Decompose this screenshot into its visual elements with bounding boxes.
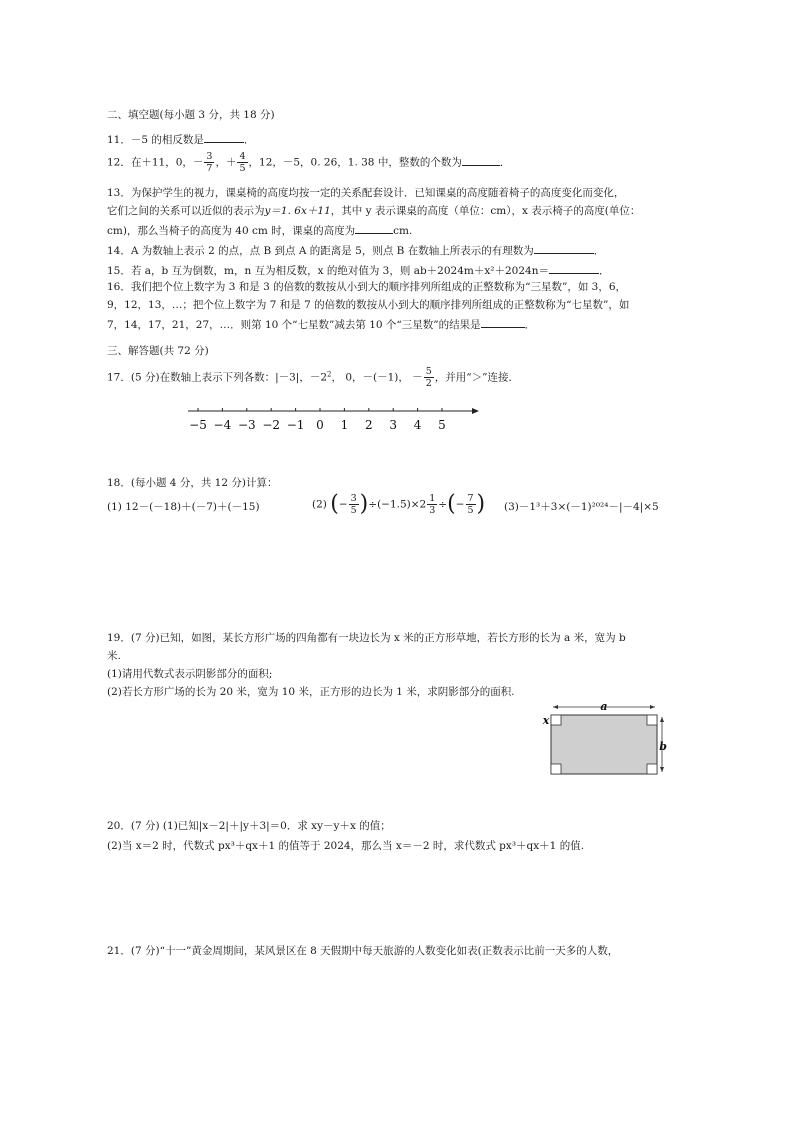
answer-blank[interactable]: [481, 316, 525, 328]
question-12: 12．在＋11，0，－ $\frac{3}{7}$ ，＋ $\frac{4}{5}$ ，12，－5，0. 26，1. 38 中，整数的个数为 ．: [107, 151, 511, 174]
question-20-line-2: (2)当 x＝2 时，代数式 px³＋qx＋1 的值等于 2024，那么当 x＝－2 时，求代数式 px³＋qx＋1 的值.: [107, 840, 585, 852]
rectangle-square-figure: [538, 698, 668, 780]
question-14: 14．A 为数轴上表示 2 的点，点 B 到点 A 的距离是 5，则点 B 在数轴上所表示的有理数为 ．: [107, 242, 604, 258]
question-11: 11．－5 的相反数是 ．: [107, 131, 254, 147]
question-18-title: 18．(每小题 4 分，共 12 分)计算：: [107, 477, 278, 489]
question-19-line-1: 19．(7 分)已知，如图，某长方形广场的四角都有一块边长为 x 米的正方形草地，若长方形的长为 a 米，宽为 b: [107, 632, 626, 644]
question-15: 15．若 a，b 互为倒数，m，n 互为相反数，x 的绝对值为 3，则 ab＋2024m＋x²＋2024n＝ ．: [107, 262, 609, 278]
question-16-line-1: 16．我们把个位上数字为 3 和是 3 的倍数的数按从小到大的顺序排列所组成的正整数称为“三星数”，如 3，6，: [107, 281, 627, 293]
question-20-line-1: 20．(7 分) (1)已知|x－2|＋|y＋3|＝0．求 xy－y＋x 的值；: [107, 820, 391, 832]
question-13-line-2: 它们之间的关系可以近似的表示为y＝1. 6x＋11，其中 y 表示课桌的高度（单位：cm），x 表示椅子的高度(单位：: [107, 205, 641, 217]
question-18-part-3: (3)－1³＋3×(－1)²⁰²⁴－|－4|×5: [504, 501, 659, 513]
label-x: x: [542, 714, 550, 727]
question-18-part-1: (1) 12－(－18)＋(－7)＋(－15): [107, 501, 260, 513]
answer-blank[interactable]: [534, 242, 594, 254]
shaded-region: [551, 715, 657, 774]
answer-blank[interactable]: [549, 262, 599, 274]
number-line-label: 2: [364, 418, 373, 432]
question-19-line-1b: 米.: [107, 650, 121, 662]
number-line-label: 4: [413, 418, 422, 432]
label-b: b: [659, 740, 667, 753]
number-line-label: −2: [262, 418, 281, 432]
question-19-part-1: (1)请用代数式表示阴影部分的面积;: [107, 668, 273, 680]
question-13-line-3: cm)，那么当椅子的高度为 40 cm 时，课桌的高度为 cm.: [107, 222, 412, 238]
question-19-part-2: (2)若长方形广场的长为 20 米，宽为 10 米，正方形的边长为 1 米，求阴影部分的面积.: [107, 686, 515, 698]
label-a: a: [600, 700, 608, 713]
answer-blank[interactable]: [462, 154, 500, 166]
answer-blank[interactable]: [355, 222, 393, 234]
fraction-4-5: $\frac{4}{5}$: [239, 151, 246, 174]
question-17: 17．(5 分)在数轴上表示下列各数：|－3|，$-2^2$， 0，－(－1)， － $\frac{5}{2}$ ，并用“＞”连接．: [107, 366, 520, 389]
number-line-label: −3: [237, 418, 256, 432]
section-title-answers: 三、解答题(共 72 分): [107, 345, 209, 357]
number-line-label: −1: [286, 418, 305, 432]
number-line-label: 1: [340, 418, 349, 432]
number-line[interactable]: [180, 402, 480, 438]
number-line-label: −4: [213, 418, 232, 432]
question-13-line-1: 13．为保护学生的视力，课桌椅的高度均按一定的关系配套设计．已知课桌的高度随着椅子的高度变化而变化，: [107, 187, 625, 199]
question-16-line-2: 9，12，13，…；把个位上数字为 7 和是 7 的倍数的数按从小到大的顺序排列所组成的正整数称为“七星数”，如: [107, 299, 630, 311]
question-16-line-3: 7，14，17，21，27，…．则第 10 个“七星数”减去第 10 个“三星数”的结果是 ．: [107, 316, 535, 332]
number-line-label: 3: [389, 418, 398, 432]
answer-blank[interactable]: [204, 131, 244, 143]
question-21-line-1: 21．(7 分)“十一”黄金周期间，某风景区在 8 天假期中每天旅游的人数变化如表(正数表示比前一天多的人数，: [107, 945, 619, 957]
question-18-part-2: (2) (− $\frac{3}{5}$ )÷(−1.5)×2 $\frac{1}{3}$ ÷(− $\frac{7}{5}$ ): [312, 491, 486, 517]
number-line-label: −5: [189, 418, 207, 432]
number-line-label: 0: [316, 418, 324, 432]
fraction-5-2: $\frac{5}{2}$: [425, 366, 432, 389]
section-title-fill-in: 二、填空题(每小题 3 分，共 18 分): [107, 109, 275, 121]
fraction-3-7: $\frac{3}{7}$: [206, 151, 213, 174]
number-line-label: 5: [438, 418, 446, 432]
